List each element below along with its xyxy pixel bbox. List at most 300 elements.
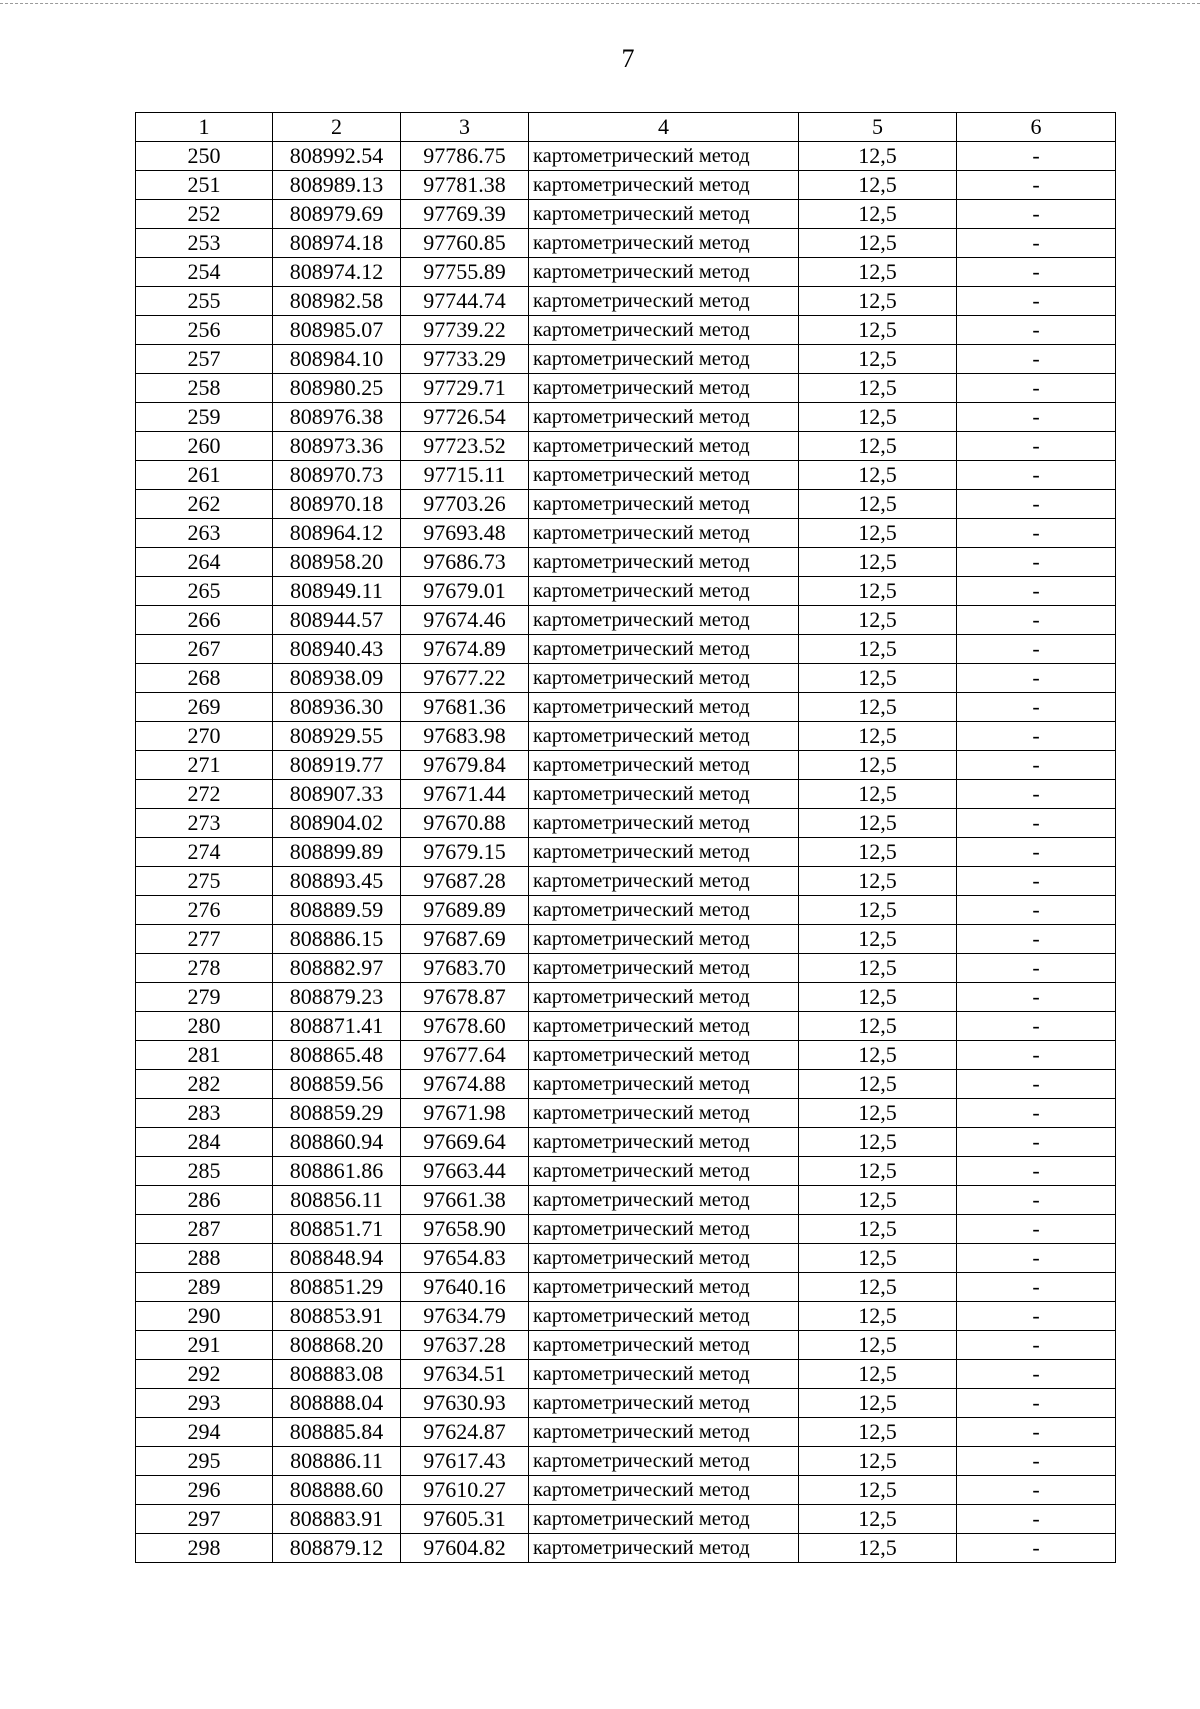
cell-x-coordinate: 808919.77 <box>273 751 401 780</box>
scan-top-rule <box>0 3 1200 4</box>
cell-method: картометрический метод <box>529 722 799 751</box>
cell-point-number: 269 <box>136 693 273 722</box>
cell-y-coordinate: 97678.87 <box>401 983 529 1012</box>
cell-method: картометрический метод <box>529 171 799 200</box>
cell-y-coordinate: 97610.27 <box>401 1476 529 1505</box>
cell-method: картометрический метод <box>529 1534 799 1563</box>
cell-y-coordinate: 97786.75 <box>401 142 529 171</box>
header-col-3: 3 <box>401 113 529 142</box>
cell-method: картометрический метод <box>529 1360 799 1389</box>
cell-method: картометрический метод <box>529 1447 799 1476</box>
cell-y-coordinate: 97604.82 <box>401 1534 529 1563</box>
cell-y-coordinate: 97634.79 <box>401 1302 529 1331</box>
cell-x-coordinate: 808853.91 <box>273 1302 401 1331</box>
cell-y-coordinate: 97637.28 <box>401 1331 529 1360</box>
cell-x-coordinate: 808888.04 <box>273 1389 401 1418</box>
cell-x-coordinate: 808888.60 <box>273 1476 401 1505</box>
cell-y-coordinate: 97681.36 <box>401 693 529 722</box>
cell-x-coordinate: 808980.25 <box>273 374 401 403</box>
cell-x-coordinate: 808992.54 <box>273 142 401 171</box>
cell-note: - <box>957 722 1116 751</box>
cell-point-number: 293 <box>136 1389 273 1418</box>
cell-y-coordinate: 97674.88 <box>401 1070 529 1099</box>
cell-point-number: 251 <box>136 171 273 200</box>
cell-point-number: 258 <box>136 374 273 403</box>
cell-note: - <box>957 1302 1116 1331</box>
cell-method: картометрический метод <box>529 838 799 867</box>
cell-x-coordinate: 808851.71 <box>273 1215 401 1244</box>
cell-x-coordinate: 808970.73 <box>273 461 401 490</box>
cell-method: картометрический метод <box>529 490 799 519</box>
table-row <box>136 432 1116 461</box>
cell-y-coordinate: 97689.89 <box>401 896 529 925</box>
table-body <box>136 142 1116 1563</box>
cell-x-coordinate: 808899.89 <box>273 838 401 867</box>
cell-point-number: 264 <box>136 548 273 577</box>
cell-point-number: 298 <box>136 1534 273 1563</box>
cell-x-coordinate: 808868.20 <box>273 1331 401 1360</box>
cell-method: картометрический метод <box>529 1157 799 1186</box>
cell-y-coordinate: 97703.26 <box>401 490 529 519</box>
cell-point-number: 265 <box>136 577 273 606</box>
cell-x-coordinate: 808989.13 <box>273 171 401 200</box>
cell-x-coordinate: 808949.11 <box>273 577 401 606</box>
table-row <box>136 1389 1116 1418</box>
cell-method: картометрический метод <box>529 287 799 316</box>
cell-note: - <box>957 1534 1116 1563</box>
cell-note: - <box>957 896 1116 925</box>
cell-y-coordinate: 97678.60 <box>401 1012 529 1041</box>
cell-note: - <box>957 838 1116 867</box>
cell-note: - <box>957 693 1116 722</box>
cell-point-number: 275 <box>136 867 273 896</box>
cell-x-coordinate: 808861.86 <box>273 1157 401 1186</box>
table-row <box>136 577 1116 606</box>
cell-accuracy: 12,5 <box>799 954 957 983</box>
cell-note: - <box>957 983 1116 1012</box>
cell-x-coordinate: 808973.36 <box>273 432 401 461</box>
cell-note: - <box>957 809 1116 838</box>
cell-y-coordinate: 97677.22 <box>401 664 529 693</box>
cell-x-coordinate: 808893.45 <box>273 867 401 896</box>
cell-method: картометрический метод <box>529 896 799 925</box>
cell-x-coordinate: 808958.20 <box>273 548 401 577</box>
table-row <box>136 1505 1116 1534</box>
cell-point-number: 254 <box>136 258 273 287</box>
cell-accuracy: 12,5 <box>799 1215 957 1244</box>
cell-accuracy: 12,5 <box>799 751 957 780</box>
page-number: 7 <box>621 44 635 73</box>
cell-accuracy: 12,5 <box>799 1041 957 1070</box>
table-row <box>136 838 1116 867</box>
cell-note: - <box>957 345 1116 374</box>
cell-method: картометрический метод <box>529 258 799 287</box>
cell-accuracy: 12,5 <box>799 838 957 867</box>
cell-method: картометрический метод <box>529 867 799 896</box>
table-row <box>136 954 1116 983</box>
cell-x-coordinate: 808860.94 <box>273 1128 401 1157</box>
cell-method: картометрический метод <box>529 577 799 606</box>
cell-point-number: 286 <box>136 1186 273 1215</box>
cell-y-coordinate: 97726.54 <box>401 403 529 432</box>
cell-x-coordinate: 808885.84 <box>273 1418 401 1447</box>
cell-note: - <box>957 751 1116 780</box>
cell-note: - <box>957 1099 1116 1128</box>
header-row <box>136 113 1116 142</box>
cell-accuracy: 12,5 <box>799 1302 957 1331</box>
cell-note: - <box>957 1186 1116 1215</box>
table-row <box>136 171 1116 200</box>
cell-accuracy: 12,5 <box>799 403 957 432</box>
cell-accuracy: 12,5 <box>799 1447 957 1476</box>
cell-accuracy: 12,5 <box>799 490 957 519</box>
table-row <box>136 1273 1116 1302</box>
table-row <box>136 925 1116 954</box>
cell-method: картометрический метод <box>529 1186 799 1215</box>
cell-accuracy: 12,5 <box>799 229 957 258</box>
cell-note: - <box>957 1157 1116 1186</box>
coordinates-table <box>135 112 1116 1563</box>
cell-x-coordinate: 808883.08 <box>273 1360 401 1389</box>
cell-x-coordinate: 808886.15 <box>273 925 401 954</box>
cell-x-coordinate: 808886.11 <box>273 1447 401 1476</box>
cell-point-number: 287 <box>136 1215 273 1244</box>
cell-accuracy: 12,5 <box>799 1128 957 1157</box>
cell-method: картометрический метод <box>529 374 799 403</box>
cell-x-coordinate: 808871.41 <box>273 1012 401 1041</box>
cell-y-coordinate: 97677.64 <box>401 1041 529 1070</box>
cell-x-coordinate: 808882.97 <box>273 954 401 983</box>
table-row <box>136 548 1116 577</box>
cell-y-coordinate: 97617.43 <box>401 1447 529 1476</box>
cell-y-coordinate: 97683.98 <box>401 722 529 751</box>
cell-method: картометрический метод <box>529 1302 799 1331</box>
cell-y-coordinate: 97654.83 <box>401 1244 529 1273</box>
cell-point-number: 250 <box>136 142 273 171</box>
cell-accuracy: 12,5 <box>799 925 957 954</box>
cell-accuracy: 12,5 <box>799 142 957 171</box>
cell-y-coordinate: 97723.52 <box>401 432 529 461</box>
cell-x-coordinate: 808940.43 <box>273 635 401 664</box>
cell-point-number: 257 <box>136 345 273 374</box>
cell-accuracy: 12,5 <box>799 316 957 345</box>
cell-accuracy: 12,5 <box>799 432 957 461</box>
cell-y-coordinate: 97679.15 <box>401 838 529 867</box>
cell-x-coordinate: 808938.09 <box>273 664 401 693</box>
cell-method: картометрический метод <box>529 1389 799 1418</box>
cell-note: - <box>957 548 1116 577</box>
cell-y-coordinate: 97663.44 <box>401 1157 529 1186</box>
cell-point-number: 253 <box>136 229 273 258</box>
cell-point-number: 263 <box>136 519 273 548</box>
cell-y-coordinate: 97760.85 <box>401 229 529 258</box>
cell-note: - <box>957 954 1116 983</box>
table-row <box>136 1215 1116 1244</box>
cell-y-coordinate: 97744.74 <box>401 287 529 316</box>
cell-x-coordinate: 808976.38 <box>273 403 401 432</box>
cell-x-coordinate: 808974.12 <box>273 258 401 287</box>
cell-x-coordinate: 808964.12 <box>273 519 401 548</box>
cell-method: картометрический метод <box>529 1331 799 1360</box>
cell-note: - <box>957 635 1116 664</box>
cell-method: картометрический метод <box>529 1041 799 1070</box>
cell-method: картометрический метод <box>529 519 799 548</box>
cell-accuracy: 12,5 <box>799 780 957 809</box>
cell-point-number: 284 <box>136 1128 273 1157</box>
cell-note: - <box>957 461 1116 490</box>
cell-y-coordinate: 97674.46 <box>401 606 529 635</box>
cell-note: - <box>957 925 1116 954</box>
cell-x-coordinate: 808856.11 <box>273 1186 401 1215</box>
table-row <box>136 1534 1116 1563</box>
cell-point-number: 285 <box>136 1157 273 1186</box>
cell-method: картометрический метод <box>529 200 799 229</box>
cell-y-coordinate: 97769.39 <box>401 200 529 229</box>
cell-note: - <box>957 1244 1116 1273</box>
cell-point-number: 252 <box>136 200 273 229</box>
cell-x-coordinate: 808879.12 <box>273 1534 401 1563</box>
table-row <box>136 229 1116 258</box>
cell-y-coordinate: 97679.01 <box>401 577 529 606</box>
cell-note: - <box>957 780 1116 809</box>
table-row <box>136 1244 1116 1273</box>
cell-point-number: 261 <box>136 461 273 490</box>
cell-y-coordinate: 97605.31 <box>401 1505 529 1534</box>
cell-x-coordinate: 808851.29 <box>273 1273 401 1302</box>
table-row <box>136 258 1116 287</box>
cell-note: - <box>957 519 1116 548</box>
cell-point-number: 256 <box>136 316 273 345</box>
cell-x-coordinate: 808848.94 <box>273 1244 401 1273</box>
cell-method: картометрический метод <box>529 1215 799 1244</box>
cell-accuracy: 12,5 <box>799 896 957 925</box>
cell-y-coordinate: 97674.89 <box>401 635 529 664</box>
cell-method: картометрический метод <box>529 229 799 258</box>
cell-accuracy: 12,5 <box>799 1157 957 1186</box>
cell-point-number: 297 <box>136 1505 273 1534</box>
cell-note: - <box>957 1273 1116 1302</box>
cell-method: картометрический метод <box>529 983 799 1012</box>
cell-x-coordinate: 808879.23 <box>273 983 401 1012</box>
cell-y-coordinate: 97661.38 <box>401 1186 529 1215</box>
table-row <box>136 1447 1116 1476</box>
cell-accuracy: 12,5 <box>799 1389 957 1418</box>
cell-method: картометрический метод <box>529 954 799 983</box>
table-row <box>136 1041 1116 1070</box>
cell-y-coordinate: 97687.28 <box>401 867 529 896</box>
cell-y-coordinate: 97670.88 <box>401 809 529 838</box>
cell-x-coordinate: 808944.57 <box>273 606 401 635</box>
cell-point-number: 255 <box>136 287 273 316</box>
cell-point-number: 266 <box>136 606 273 635</box>
cell-accuracy: 12,5 <box>799 1534 957 1563</box>
cell-accuracy: 12,5 <box>799 722 957 751</box>
header-col-1: 1 <box>136 113 273 142</box>
cell-accuracy: 12,5 <box>799 606 957 635</box>
table-row <box>136 867 1116 896</box>
cell-point-number: 276 <box>136 896 273 925</box>
cell-y-coordinate: 97669.64 <box>401 1128 529 1157</box>
cell-accuracy: 12,5 <box>799 374 957 403</box>
cell-accuracy: 12,5 <box>799 1186 957 1215</box>
table-row <box>136 1302 1116 1331</box>
cell-accuracy: 12,5 <box>799 461 957 490</box>
cell-accuracy: 12,5 <box>799 983 957 1012</box>
cell-accuracy: 12,5 <box>799 345 957 374</box>
cell-y-coordinate: 97683.70 <box>401 954 529 983</box>
cell-point-number: 295 <box>136 1447 273 1476</box>
cell-accuracy: 12,5 <box>799 1273 957 1302</box>
cell-accuracy: 12,5 <box>799 258 957 287</box>
cell-note: - <box>957 316 1116 345</box>
cell-method: картометрический метод <box>529 751 799 780</box>
cell-note: - <box>957 1012 1116 1041</box>
table-row <box>136 664 1116 693</box>
cell-accuracy: 12,5 <box>799 664 957 693</box>
cell-method: картометрический метод <box>529 1418 799 1447</box>
header-col-6: 6 <box>957 113 1116 142</box>
cell-point-number: 288 <box>136 1244 273 1273</box>
cell-x-coordinate: 808904.02 <box>273 809 401 838</box>
cell-note: - <box>957 1331 1116 1360</box>
cell-x-coordinate: 808985.07 <box>273 316 401 345</box>
cell-y-coordinate: 97729.71 <box>401 374 529 403</box>
cell-x-coordinate: 808982.58 <box>273 287 401 316</box>
cell-point-number: 283 <box>136 1099 273 1128</box>
cell-point-number: 282 <box>136 1070 273 1099</box>
cell-y-coordinate: 97630.93 <box>401 1389 529 1418</box>
header-col-5: 5 <box>799 113 957 142</box>
cell-x-coordinate: 808929.55 <box>273 722 401 751</box>
cell-point-number: 290 <box>136 1302 273 1331</box>
table-row <box>136 345 1116 374</box>
cell-method: картометрический метод <box>529 1128 799 1157</box>
cell-note: - <box>957 1476 1116 1505</box>
cell-note: - <box>957 577 1116 606</box>
cell-accuracy: 12,5 <box>799 577 957 606</box>
cell-y-coordinate: 97739.22 <box>401 316 529 345</box>
cell-method: картометрический метод <box>529 780 799 809</box>
cell-method: картометрический метод <box>529 403 799 432</box>
cell-method: картометрический метод <box>529 1012 799 1041</box>
table-row <box>136 809 1116 838</box>
table-row <box>136 1331 1116 1360</box>
cell-accuracy: 12,5 <box>799 171 957 200</box>
table-row <box>136 693 1116 722</box>
cell-y-coordinate: 97634.51 <box>401 1360 529 1389</box>
cell-method: картометрический метод <box>529 664 799 693</box>
cell-note: - <box>957 867 1116 896</box>
header-col-2: 2 <box>273 113 401 142</box>
cell-point-number: 280 <box>136 1012 273 1041</box>
cell-note: - <box>957 374 1116 403</box>
cell-y-coordinate: 97715.11 <box>401 461 529 490</box>
table-row <box>136 606 1116 635</box>
cell-note: - <box>957 200 1116 229</box>
cell-point-number: 296 <box>136 1476 273 1505</box>
cell-y-coordinate: 97624.87 <box>401 1418 529 1447</box>
cell-point-number: 271 <box>136 751 273 780</box>
cell-point-number: 291 <box>136 1331 273 1360</box>
cell-point-number: 281 <box>136 1041 273 1070</box>
cell-point-number: 270 <box>136 722 273 751</box>
table-row <box>136 983 1116 1012</box>
cell-note: - <box>957 664 1116 693</box>
cell-accuracy: 12,5 <box>799 1331 957 1360</box>
cell-accuracy: 12,5 <box>799 693 957 722</box>
cell-method: картометрический метод <box>529 316 799 345</box>
cell-accuracy: 12,5 <box>799 200 957 229</box>
table-row <box>136 200 1116 229</box>
cell-y-coordinate: 97687.69 <box>401 925 529 954</box>
table-row <box>136 1128 1116 1157</box>
cell-note: - <box>957 1360 1116 1389</box>
cell-accuracy: 12,5 <box>799 1418 957 1447</box>
table-row <box>136 1186 1116 1215</box>
cell-x-coordinate: 808883.91 <box>273 1505 401 1534</box>
table-row <box>136 896 1116 925</box>
cell-y-coordinate: 97671.44 <box>401 780 529 809</box>
table-row <box>136 316 1116 345</box>
cell-note: - <box>957 1447 1116 1476</box>
cell-y-coordinate: 97693.48 <box>401 519 529 548</box>
cell-x-coordinate: 808859.29 <box>273 1099 401 1128</box>
cell-point-number: 259 <box>136 403 273 432</box>
cell-note: - <box>957 1070 1116 1099</box>
cell-point-number: 267 <box>136 635 273 664</box>
cell-y-coordinate: 97781.38 <box>401 171 529 200</box>
cell-y-coordinate: 97733.29 <box>401 345 529 374</box>
cell-note: - <box>957 1215 1116 1244</box>
cell-method: картометрический метод <box>529 142 799 171</box>
cell-point-number: 277 <box>136 925 273 954</box>
cell-method: картометрический метод <box>529 925 799 954</box>
cell-note: - <box>957 403 1116 432</box>
cell-x-coordinate: 808936.30 <box>273 693 401 722</box>
cell-method: картометрический метод <box>529 461 799 490</box>
cell-method: картометрический метод <box>529 1505 799 1534</box>
cell-y-coordinate: 97679.84 <box>401 751 529 780</box>
table-row <box>136 780 1116 809</box>
table-row <box>136 722 1116 751</box>
cell-note: - <box>957 258 1116 287</box>
cell-note: - <box>957 1128 1116 1157</box>
cell-method: картометрический метод <box>529 345 799 374</box>
cell-accuracy: 12,5 <box>799 867 957 896</box>
cell-accuracy: 12,5 <box>799 1012 957 1041</box>
cell-y-coordinate: 97640.16 <box>401 1273 529 1302</box>
table-row <box>136 287 1116 316</box>
cell-accuracy: 12,5 <box>799 1070 957 1099</box>
table-row <box>136 1012 1116 1041</box>
cell-accuracy: 12,5 <box>799 1244 957 1273</box>
cell-method: картометрический метод <box>529 635 799 664</box>
table-row <box>136 519 1116 548</box>
cell-point-number: 289 <box>136 1273 273 1302</box>
cell-x-coordinate: 808974.18 <box>273 229 401 258</box>
cell-x-coordinate: 808889.59 <box>273 896 401 925</box>
cell-x-coordinate: 808970.18 <box>273 490 401 519</box>
cell-accuracy: 12,5 <box>799 287 957 316</box>
cell-method: картометрический метод <box>529 432 799 461</box>
cell-y-coordinate: 97671.98 <box>401 1099 529 1128</box>
table-row <box>136 751 1116 780</box>
cell-x-coordinate: 808984.10 <box>273 345 401 374</box>
cell-note: - <box>957 1041 1116 1070</box>
header-col-4: 4 <box>529 113 799 142</box>
cell-method: картометрический метод <box>529 1244 799 1273</box>
cell-x-coordinate: 808979.69 <box>273 200 401 229</box>
